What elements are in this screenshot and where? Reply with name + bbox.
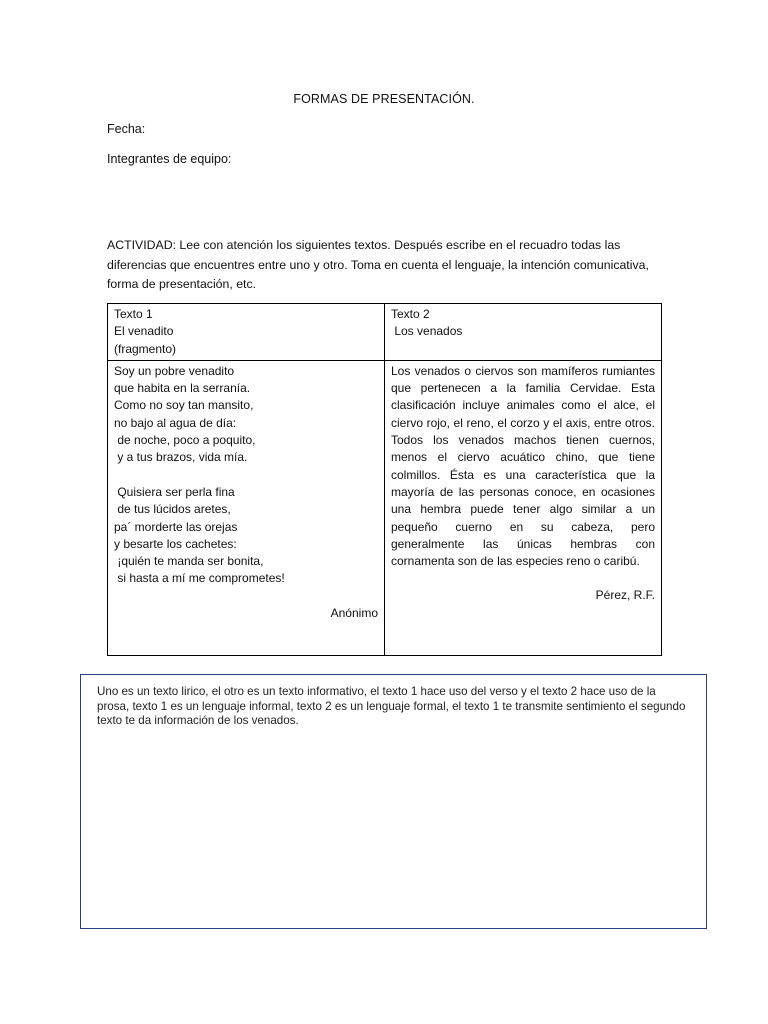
poem-line: y a tus brazos, vida mía. bbox=[114, 450, 248, 465]
integrantes-label: Integrantes de equipo: bbox=[107, 152, 232, 166]
poem-line: ¡quién te manda ser bonita, bbox=[114, 554, 264, 569]
page-title: FORMAS DE PRESENTACIÓN. bbox=[293, 92, 475, 106]
poem-text bbox=[114, 363, 378, 588]
poem-line: pa´ morderte las orejas bbox=[114, 519, 238, 534]
texto2-header-cell bbox=[385, 304, 662, 361]
texto2-label: Texto 2 bbox=[391, 307, 430, 321]
texto1-header-cell bbox=[108, 304, 385, 361]
poem-line: si hasta a mí me comprometes! bbox=[114, 571, 285, 586]
texto1-subtitle: (fragmento) bbox=[114, 341, 177, 356]
poem-line: Quisiera ser perla fina bbox=[114, 484, 235, 499]
texto1-label: Texto 1 bbox=[114, 307, 153, 321]
comparison-table bbox=[107, 303, 662, 656]
prose-text: Los venados o ciervos son mamíferos rumiantes que pertenecen a la familia Cervidae. Esta clasificación incluye animales como el alce, el ciervo rojo, el reno, el corzo y el axis, entre otros. Todos los venados machos tienen cuernos, menos el ciervo acuático chino, que tiene colmillos. Ésta es una característica que la mayoría de las personas conoce, en ocasiones una hembra puede tener algo similar a un pequeño cuerno en su cabeza, pero generalmente las únicas hembras con cornamenta son de las especies reno o caribú. bbox=[391, 363, 655, 569]
poem-line: de tus lúcidos aretes, bbox=[114, 502, 231, 517]
poem-line: Soy un pobre venadito bbox=[114, 363, 235, 378]
texto1-title: El venadito bbox=[114, 324, 174, 339]
table-body-row bbox=[108, 360, 662, 655]
prose-author: Pérez, R.F. bbox=[595, 588, 655, 603]
poem-line bbox=[114, 467, 378, 484]
poem-line: no bajo al agua de día: bbox=[114, 415, 237, 430]
poem-cell bbox=[108, 360, 385, 655]
answer-box[interactable] bbox=[80, 674, 707, 929]
poem-line: Como no soy tan mansito, bbox=[114, 398, 254, 413]
texto2-title: Los venados bbox=[391, 324, 463, 339]
poem-line: que habita en la serranía. bbox=[114, 381, 251, 396]
poem-author: Anónimo bbox=[330, 605, 378, 620]
activity-instructions: ACTIVIDAD: Lee con atención los siguientes textos. Después escribe en el recuadro todas las diferencias que encuentres entre uno y otro. Toma en cuenta el lenguaje, la intención comunicativa, forma de presentación, etc. bbox=[107, 238, 649, 291]
poem-line: y besarte los cachetes: bbox=[114, 536, 237, 551]
poem-line: de noche, poco a poquito, bbox=[114, 433, 256, 448]
prose-cell bbox=[385, 360, 662, 655]
table-header-row bbox=[108, 304, 662, 361]
fecha-label: Fecha: bbox=[107, 122, 146, 136]
answer-text: Uno es un texto lirico, el otro es un texto informativo, el texto 1 hace uso del verso y el texto 2 hace uso de la prosa, texto 1 es un lenguaje informal, texto 2 es un lenguaje formal, el texto 1 te transmite sentimiento el segundo texto te da información de los venados. bbox=[97, 685, 686, 727]
